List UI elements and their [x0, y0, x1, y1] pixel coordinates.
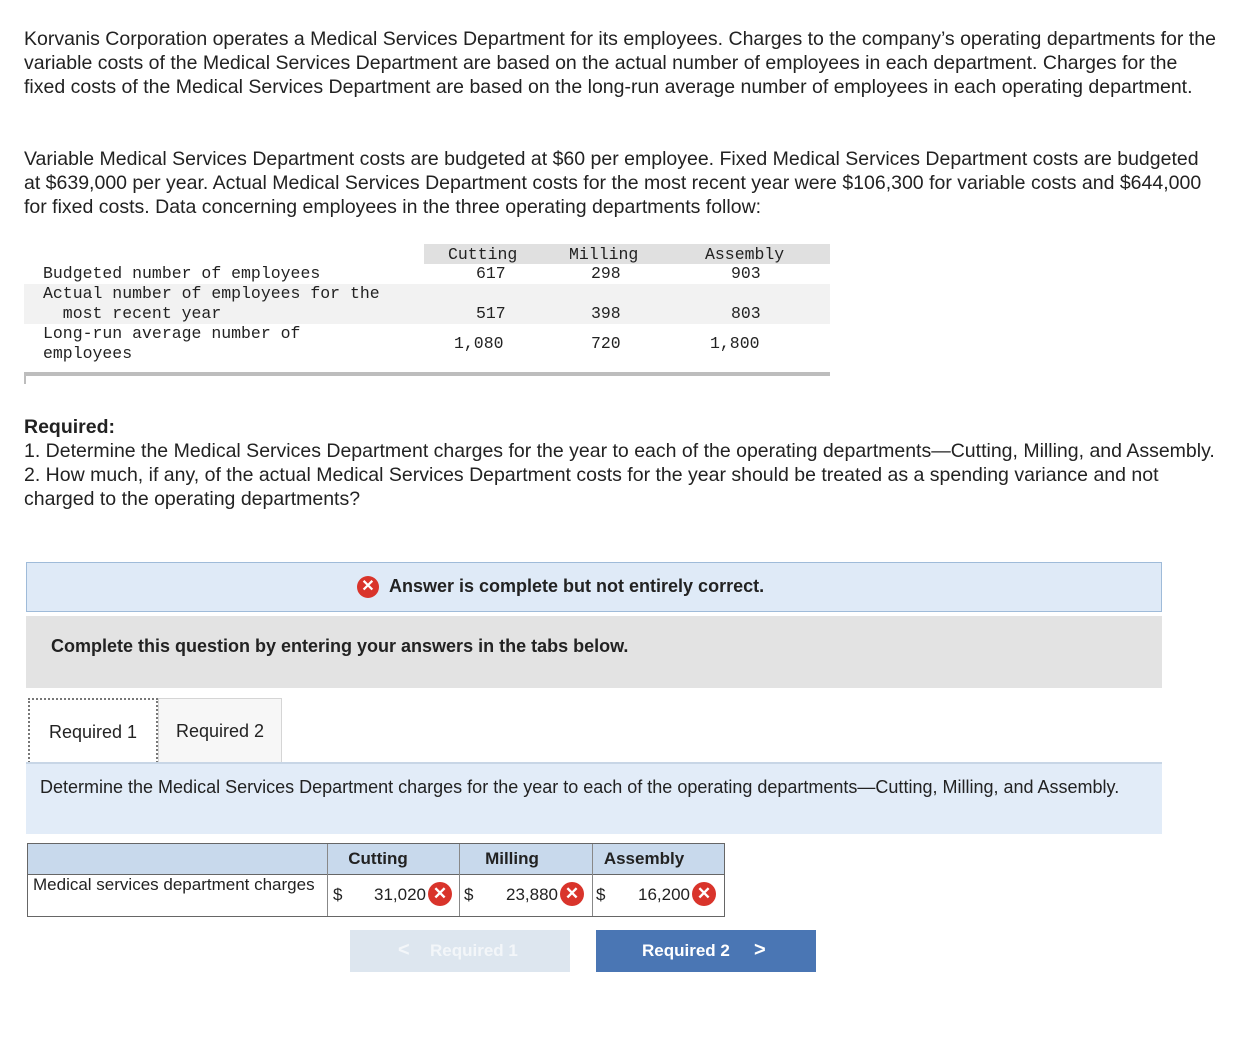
x-circle-icon: ✕ — [560, 882, 584, 906]
prev-required-button[interactable] — [350, 930, 570, 972]
budgeted-cutting: 617 — [476, 264, 506, 283]
required-item-1: 1. Determine the Medical Services Department charges for the year to each of the operating departments—Cutting, Milling, and Assembly. — [24, 440, 1215, 462]
prev-button-label: Required 1 — [430, 941, 518, 960]
required-item-2: 2. How much, if any, of the actual Medical Services Department costs for the year should be treated as a spending variance and not charged to the operating departments? — [24, 464, 1159, 510]
instruction-panel — [26, 616, 1162, 688]
answer-header-milling: Milling — [485, 849, 539, 868]
header-milling: Milling — [569, 245, 639, 264]
instruction-text: Complete this question by entering your answers in the tabs below. — [51, 636, 629, 656]
question-text: Determine the Medical Services Department charges for the year to each of the operating departments—Cutting, Milling, and Assembly. — [40, 777, 1120, 797]
row-label-longrun-line1: Long-run average number of — [43, 324, 301, 343]
actual-cutting: 517 — [476, 304, 506, 323]
header-assembly: Assembly — [705, 245, 785, 264]
tab-required-1[interactable] — [28, 698, 158, 766]
actual-milling: 398 — [591, 304, 621, 323]
tab-required-2[interactable] — [158, 698, 282, 763]
x-circle-icon: ✕ — [692, 882, 716, 906]
chevron-right-icon: > — [754, 939, 766, 961]
answer-input-cutting[interactable]: 31,020 — [374, 885, 426, 904]
tab-label: Required 1 — [48, 722, 138, 742]
question-panel — [26, 764, 1162, 834]
answer-status-banner — [26, 562, 1162, 612]
banner-text: Answer is complete but not entirely correct. — [389, 576, 765, 596]
next-button-label: Required 2 — [642, 941, 730, 960]
currency-symbol: $ — [596, 885, 606, 904]
answer-header-cutting: Cutting — [348, 849, 408, 868]
answer-row-label: Medical services department charges — [33, 875, 315, 894]
required-section — [24, 415, 1220, 511]
longrun-milling: 720 — [591, 334, 621, 353]
currency-symbol: $ — [333, 885, 343, 904]
chevron-left-icon: < — [398, 939, 410, 961]
answer-input-milling[interactable]: 23,880 — [506, 885, 558, 904]
longrun-assembly: 1,800 — [710, 334, 760, 353]
actual-assembly: 803 — [731, 304, 761, 323]
intro-paragraph-1: Korvanis Corporation operates a Medical Services Department for its employees. Charges to the company’s operating departments for the variable costs of the Medical Services Department are based on the actual number of employees in each department. Charges for the fixed costs of the Medical Services Department are based on the long-run average number of employees in each operating department. — [24, 28, 1216, 98]
answer-input-assembly[interactable]: 16,200 — [638, 885, 690, 904]
row-label-budgeted: Budgeted number of employees — [43, 264, 321, 283]
row-label-actual-line2: most recent year — [43, 304, 222, 323]
answer-table — [27, 843, 725, 917]
x-circle-icon: ✕ — [357, 576, 379, 598]
x-circle-icon: ✕ — [428, 882, 452, 906]
budgeted-assembly: 903 — [731, 264, 761, 283]
row-label-longrun-line2: employees — [43, 344, 133, 363]
row-label-actual-line1: Actual number of employees for the — [43, 284, 380, 303]
answer-header-assembly: Assembly — [603, 849, 685, 868]
budgeted-milling: 298 — [591, 264, 621, 283]
currency-symbol: $ — [464, 885, 474, 904]
next-required-button[interactable] — [596, 930, 816, 972]
longrun-cutting: 1,080 — [454, 334, 504, 353]
intro-paragraph-2: Variable Medical Services Department costs are budgeted at $60 per employee. Fixed Medical Services Department costs are budgeted at $639,000 per year. Actual Medical Services Department costs for the most recent year were $106,300 for variable costs and $644,000 for fixed costs. Data concerning employees in the three operating departments follow: — [24, 148, 1202, 218]
header-cutting: Cutting — [448, 245, 518, 264]
tab-label: Required 2 — [175, 721, 265, 741]
required-heading: Required: — [24, 416, 116, 438]
